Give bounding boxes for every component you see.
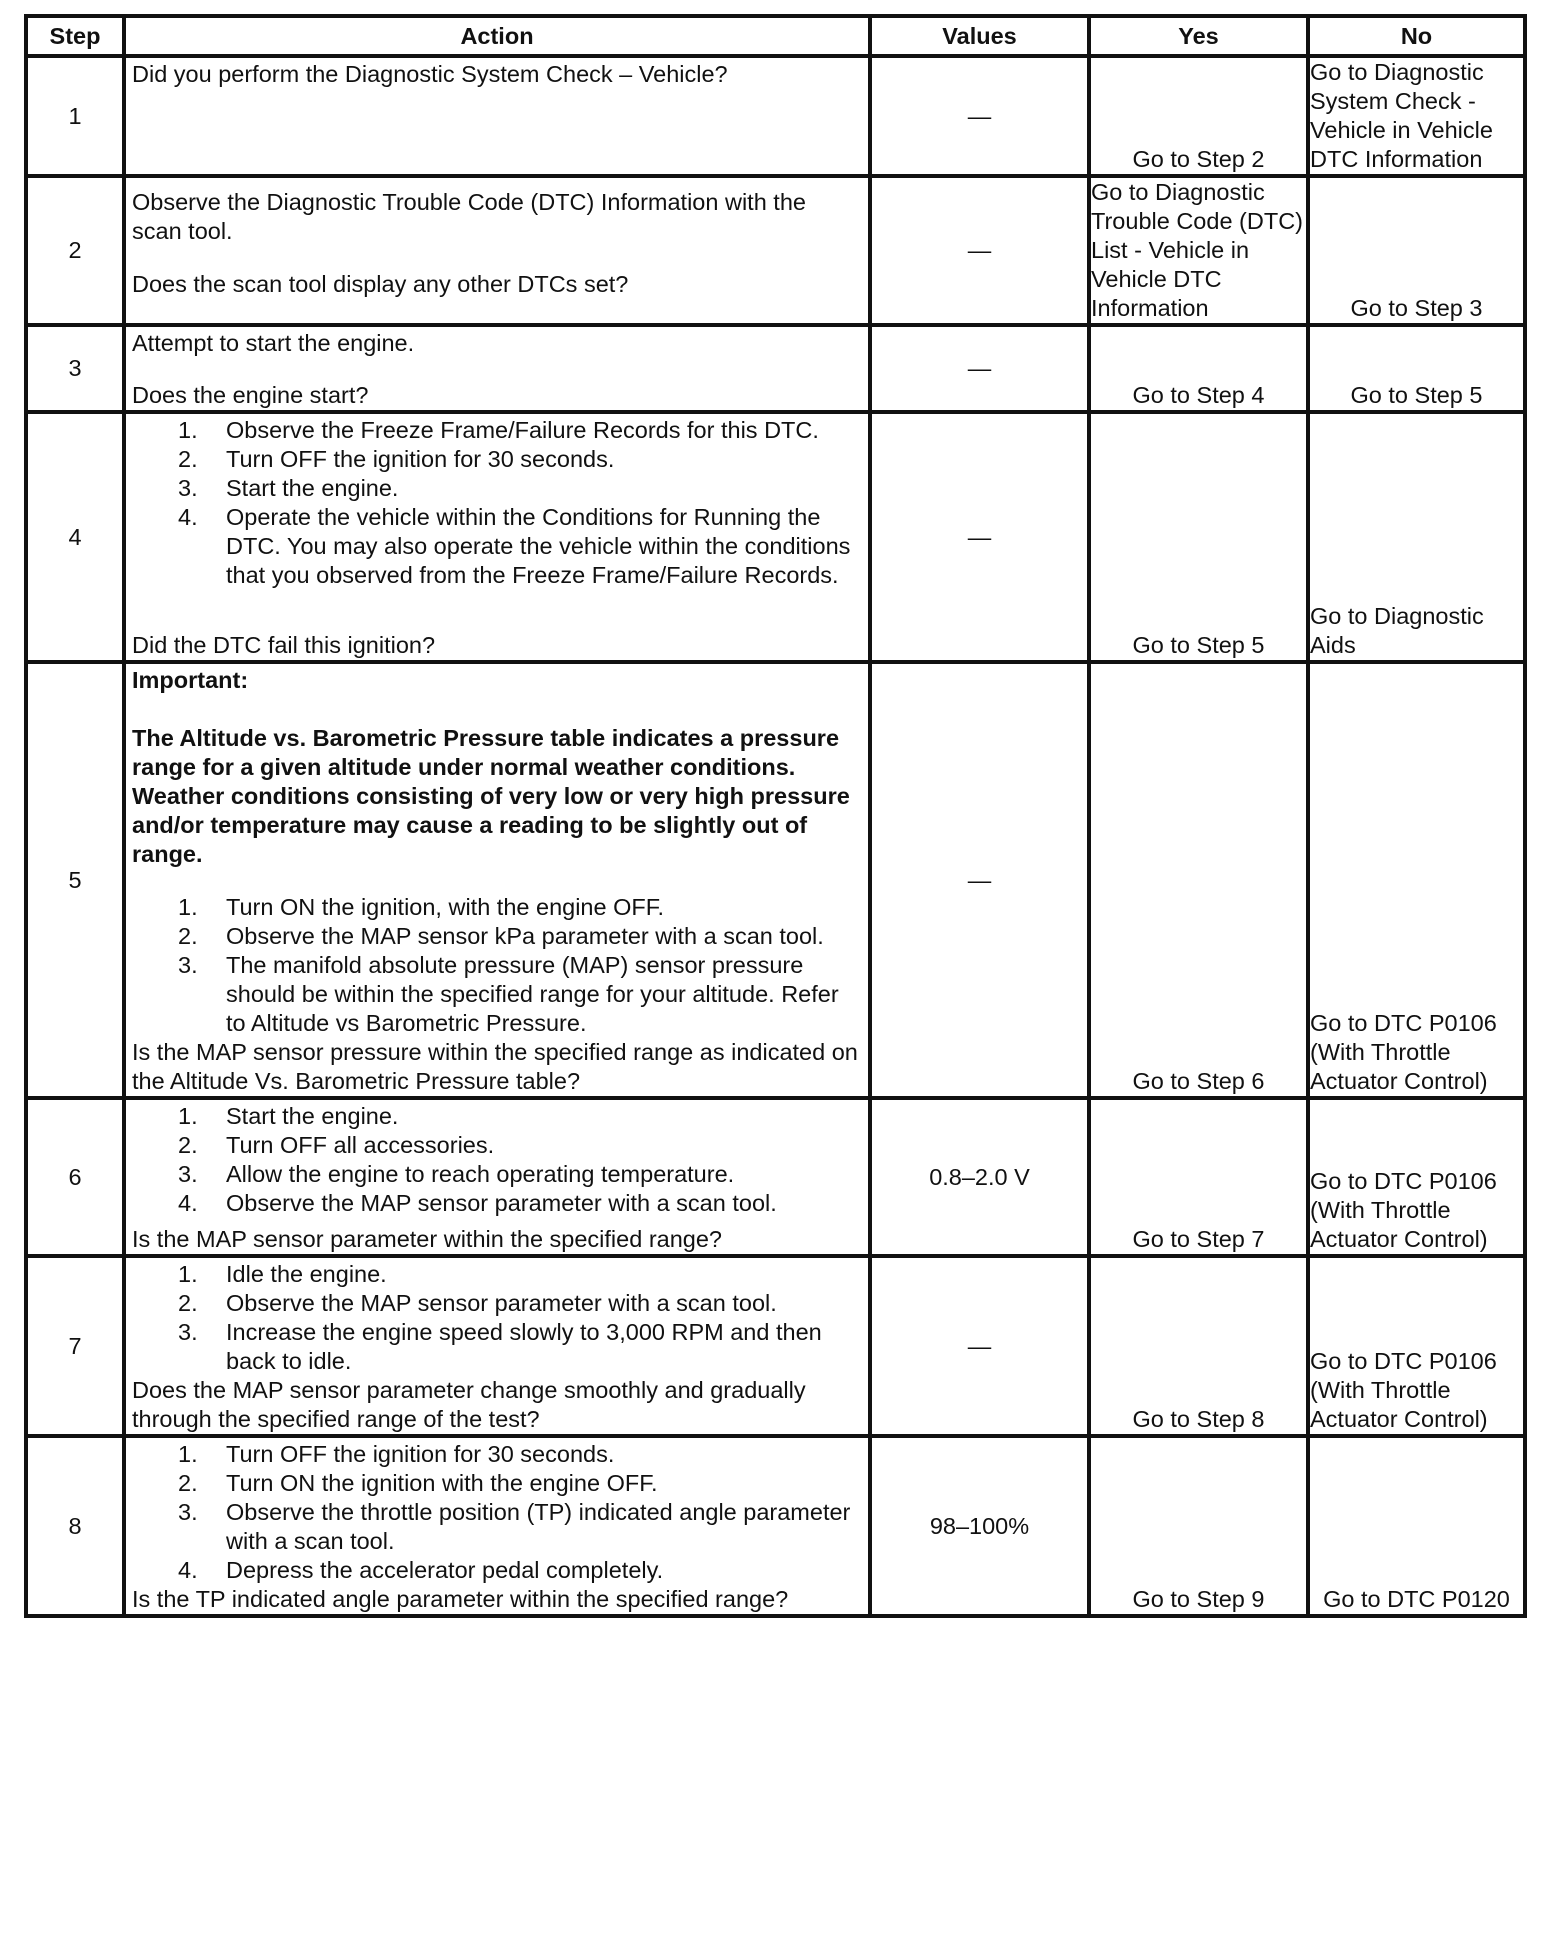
action-question: Does the engine start?: [132, 382, 369, 408]
table-row: [26, 176, 1525, 325]
diagnostic-table: [24, 14, 1527, 1618]
instruction-list: [132, 1102, 862, 1218]
action-question: Did the DTC fail this ignition?: [132, 632, 436, 658]
list-item: 3. The manifold absolute pressure (MAP) sensor pressure should be within the specified range for your altitude. Refer to Altitude vs Barometric Pressure.: [178, 952, 839, 1036]
action-cell: [124, 176, 870, 325]
action-cell: [124, 662, 870, 1098]
action-question: Is the TP indicated angle parameter within the specified range?: [132, 1586, 789, 1612]
action-question: Does the MAP sensor parameter change smoothly and gradually through the specified range of the test?: [132, 1377, 806, 1432]
table-row: [26, 325, 1525, 412]
table-row: [26, 412, 1525, 662]
instruction-list: [132, 1440, 862, 1585]
action-cell: [124, 1436, 870, 1616]
yes-cell: Go to Step 5: [1089, 412, 1308, 662]
no-cell: Go to DTC P0106 (With Throttle Actuator Control): [1308, 1256, 1525, 1436]
value-cell: —: [870, 56, 1089, 176]
header-values: Values: [870, 16, 1089, 56]
list-item: 2. Observe the MAP sensor parameter with a scan tool.: [178, 1290, 777, 1316]
step-number: 8: [26, 1436, 124, 1616]
header-action: Action: [124, 16, 870, 56]
step-number: 7: [26, 1256, 124, 1436]
list-item: 1. Turn ON the ignition, with the engine OFF.: [178, 894, 665, 920]
yes-cell: Go to Step 7: [1089, 1098, 1308, 1256]
value-cell: 98–100%: [870, 1436, 1089, 1616]
no-cell: Go to Diagnostic System Check - Vehicle in Vehicle DTC Information: [1308, 56, 1525, 176]
yes-cell: Go to Step 2: [1089, 56, 1308, 176]
list-item: 3. Allow the engine to reach operating temperature.: [178, 1161, 735, 1187]
list-item: 1. Idle the engine.: [178, 1261, 387, 1287]
yes-cell: Go to Step 6: [1089, 662, 1308, 1098]
yes-cell: Go to Step 9: [1089, 1436, 1308, 1616]
value-cell: —: [870, 662, 1089, 1098]
action-cell: [124, 412, 870, 662]
table-row: [26, 1256, 1525, 1436]
step-number: 5: [26, 662, 124, 1098]
list-item: 4. Depress the accelerator pedal completely.: [178, 1557, 664, 1583]
step-number: 3: [26, 325, 124, 412]
value-cell: —: [870, 412, 1089, 662]
table-row: [26, 1436, 1525, 1616]
value-cell: —: [870, 1256, 1089, 1436]
header-no: No: [1308, 16, 1525, 56]
action-question: Is the MAP sensor pressure within the specified range as indicated on the Altitude Vs. Barometric Pressure table?: [132, 1039, 858, 1094]
yes-cell: Go to Step 8: [1089, 1256, 1308, 1436]
action-cell: [124, 1256, 870, 1436]
value-cell: —: [870, 325, 1089, 412]
list-item: 1. Turn OFF the ignition for 30 seconds.: [178, 1441, 615, 1467]
action-question: Does the scan tool display any other DTCs set?: [132, 271, 629, 297]
action-cell: [124, 1098, 870, 1256]
yes-cell: Go to Diagnostic Trouble Code (DTC) List - Vehicle in Vehicle DTC Information: [1089, 176, 1308, 325]
list-item: 4. Operate the vehicle within the Conditions for Running the DTC. You may also operate the vehicle within the conditions that you observed from the Freeze Frame/Failure Records.: [178, 504, 851, 588]
action-cell: [124, 56, 870, 176]
instruction-list: [132, 1260, 862, 1376]
list-item: 2. Turn ON the ignition with the engine OFF.: [178, 1470, 658, 1496]
step-number: 1: [26, 56, 124, 176]
action-text: Observe the Diagnostic Trouble Code (DTC) Information with the scan tool.: [132, 189, 806, 244]
list-item: 1. Observe the Freeze Frame/Failure Records for this DTC.: [178, 417, 819, 443]
value-cell: 0.8–2.0 V: [870, 1098, 1089, 1256]
header-yes: Yes: [1089, 16, 1308, 56]
action-question: Is the MAP sensor parameter within the specified range?: [132, 1226, 722, 1252]
list-item: 3. Start the engine.: [178, 475, 399, 501]
no-cell: Go to DTC P0120: [1308, 1436, 1525, 1616]
action-text: Attempt to start the engine.: [132, 330, 415, 356]
list-item: 2. Turn OFF the ignition for 30 seconds.: [178, 446, 615, 472]
important-note: The Altitude vs. Barometric Pressure table indicates a pressure range for a given altitude under normal weather conditions. Weather conditions consisting of very low or very high pressure and/or temperature may cause a reading to be slightly out of range.: [132, 725, 850, 867]
list-item: 2. Turn OFF all accessories.: [178, 1132, 495, 1158]
step-number: 2: [26, 176, 124, 325]
list-item: 3. Observe the throttle position (TP) indicated angle parameter with a scan tool.: [178, 1499, 851, 1554]
instruction-list: [132, 893, 862, 1038]
header-step: Step: [26, 16, 124, 56]
no-cell: Go to Diagnostic Aids: [1308, 412, 1525, 662]
header-row: [26, 16, 1525, 56]
list-item: 4. Observe the MAP sensor parameter with a scan tool.: [178, 1190, 777, 1216]
table-row: [26, 662, 1525, 1098]
list-item: 3. Increase the engine speed slowly to 3,000 RPM and then back to idle.: [178, 1319, 822, 1374]
action-text: Did you perform the Diagnostic System Check – Vehicle?: [132, 61, 728, 87]
value-cell: —: [870, 176, 1089, 325]
list-item: 2. Observe the MAP sensor kPa parameter with a scan tool.: [178, 923, 824, 949]
yes-cell: Go to Step 4: [1089, 325, 1308, 412]
no-cell: Go to DTC P0106 (With Throttle Actuator Control): [1308, 662, 1525, 1098]
no-cell: Go to Step 3: [1308, 176, 1525, 325]
table-row: [26, 1098, 1525, 1256]
step-number: 6: [26, 1098, 124, 1256]
list-item: 1. Start the engine.: [178, 1103, 399, 1129]
instruction-list: [132, 416, 862, 590]
no-cell: Go to DTC P0106 (With Throttle Actuator Control): [1308, 1098, 1525, 1256]
important-label: Important:: [132, 667, 249, 693]
step-number: 4: [26, 412, 124, 662]
no-cell: Go to Step 5: [1308, 325, 1525, 412]
action-cell: [124, 325, 870, 412]
table-row: [26, 56, 1525, 176]
